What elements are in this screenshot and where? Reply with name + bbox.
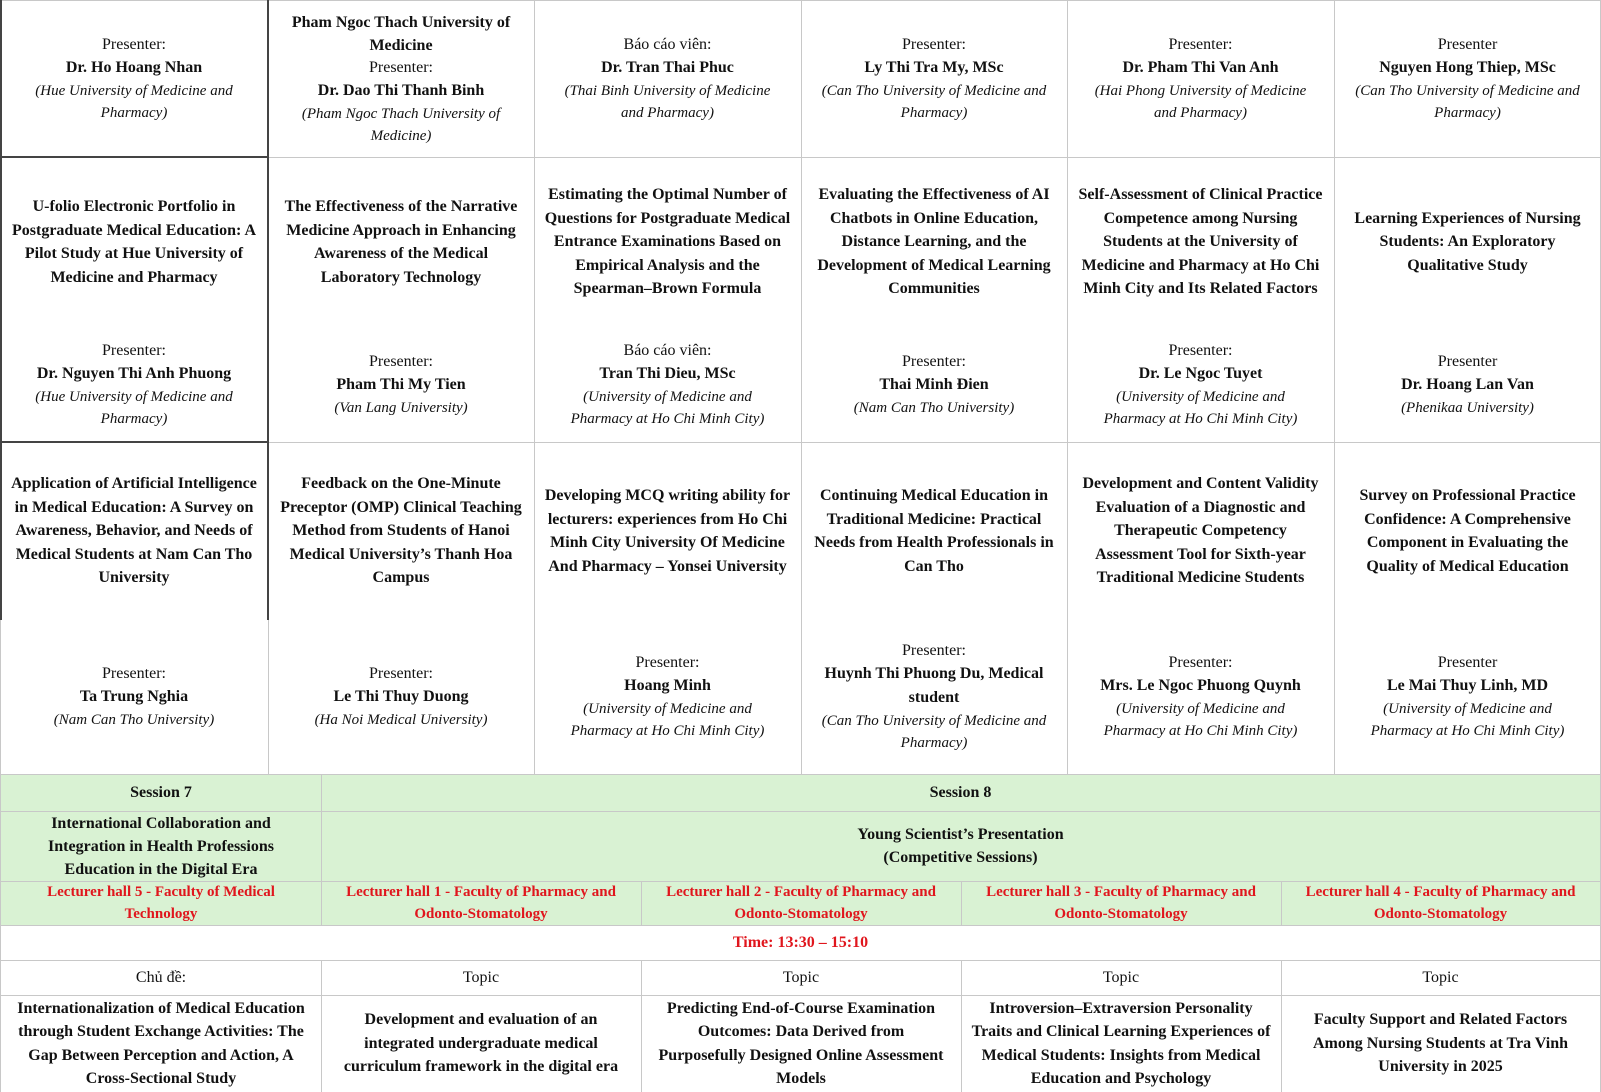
presenter-name: Huynh Thi Phuong Du, Medical student: [824, 665, 1044, 706]
presenter-cell: [534, 0, 801, 157]
presenter-cell: [1067, 0, 1334, 157]
presenter-name: Nguyen Hong Thiep, MSc: [1379, 58, 1556, 76]
hall-cell-4: [961, 881, 1281, 925]
grid-line: [1281, 960, 1282, 1092]
topic-label: Topic: [782, 968, 820, 986]
presenter-label: Báo cáo viên:: [623, 341, 712, 359]
presenter-name: Le Mai Thuy Linh, MD: [1386, 677, 1549, 694]
presenter-cell: [268, 620, 534, 774]
title-cell: [534, 157, 801, 327]
topic-title: Development and evaluation of an integrated undergraduate medical curriculum framework in the digital era: [343, 1011, 619, 1076]
presenter-cell: [0, 327, 268, 442]
presenter-affiliation: (Can Tho University of Medicine and Pharmacy): [1355, 82, 1580, 121]
title-cell: [801, 442, 1067, 620]
presentation-title: The Effectiveness of the Narrative Medicine Approach in Enhancing Awareness of the Medical Laboratory Technology: [284, 198, 518, 286]
presenter-cell: [534, 327, 801, 442]
presenter-cell: [801, 620, 1067, 774]
presenter-cell: [1334, 327, 1601, 442]
topic-label: Topic: [462, 968, 500, 986]
presenter-label: Presenter: [1437, 654, 1498, 671]
presenter-name: Thai Minh Đien: [879, 375, 989, 393]
lecture-hall-label: Lecturer hall 5 - Faculty of Medical Technology: [47, 884, 275, 922]
grid-line: [0, 774, 1, 1092]
presenter-affiliation: (Thai Binh University of Medicine and Pharmacy): [564, 82, 771, 121]
topic-label-cell-4: [961, 960, 1281, 995]
topic-label-cell-5: [1281, 960, 1600, 995]
presentation-title: Learning Experiences of Nursing Students: An Exploratory Qualitative Study: [1354, 209, 1581, 274]
topic-cell-4: [961, 995, 1281, 1092]
topic-title: Faculty Support and Related Factors Among Nursing Students at Tra Vinh University in 2025: [1312, 1011, 1569, 1076]
presentation-title: U-folio Electronic Portfolio in Postgraduate Medical Education: A Pilot Study at Hue University of Medicine and Pharmacy: [12, 198, 256, 286]
presenter-label: Presenter:: [902, 352, 966, 370]
presenter-affiliation: (Nam Can Tho University): [53, 712, 215, 728]
presenter-name: Hoang Minh: [624, 677, 711, 694]
grid-line: [534, 0, 535, 774]
session7-theme: International Collaboration and Integration in Health Professions Education in the Digital Era: [48, 814, 274, 878]
presenter-label: Presenter:: [369, 58, 433, 76]
presenter-affiliation: (Can Tho University of Medicine and Pharmacy): [821, 713, 1047, 751]
presentation-title: Developing MCQ writing ability for lecturers: experiences from Ho Chi Minh City University Of Medicine And Pharmacy – Yonsei University: [544, 487, 791, 575]
presenter-name: Dr. Nguyen Thi Anh Phuong: [36, 364, 232, 382]
session8-theme-cell: [321, 811, 1600, 881]
title-cell: [801, 157, 1067, 327]
presenter-cell: [0, 0, 268, 157]
border-line: [0, 0, 2, 620]
time-cell: [1, 925, 1600, 960]
presenter-cell: [1334, 620, 1601, 774]
topic-cell-1: [1, 995, 321, 1092]
presenter-affiliation: (University of Medicine and Pharmacy at Ho Chi Minh City): [570, 701, 765, 739]
presenter-label: Presenter:: [102, 665, 166, 682]
title-cell: [1067, 157, 1334, 327]
presenter-affiliation: (Phenikaa University): [1401, 399, 1534, 416]
session7-title: Session 7: [130, 783, 192, 801]
grid-line: [0, 811, 1601, 812]
grid-line: [0, 960, 1601, 961]
topic-cell-3: [641, 995, 961, 1092]
presenter-affiliation: (University of Medicine and Pharmacy at Ho Chi Minh City): [1103, 388, 1298, 427]
title-cell: [1334, 157, 1601, 327]
presenter-label: Presenter:: [102, 341, 166, 359]
presenter-affiliation: (University of Medicine and Pharmacy at Ho Chi Minh City): [1370, 701, 1565, 739]
institution-name: Pham Ngoc Thach University of Medicine: [291, 13, 511, 54]
session7-title-cell: [1, 774, 321, 811]
presenter-affiliation: (Hue University of Medicine and Pharmacy): [35, 82, 233, 121]
presenter-affiliation: (Van Lang University): [334, 399, 468, 416]
presenter-name: Mrs. Le Ngoc Phuong Quynh: [1100, 677, 1301, 694]
topic-label: Chủ đề:: [135, 968, 187, 986]
presenter-label: Presenter:: [1168, 654, 1233, 671]
lecture-hall-label: Lecturer hall 1 - Faculty of Pharmacy and Odonto-Stomatology: [346, 884, 616, 922]
session8-title-cell: [321, 774, 1600, 811]
grid-line: [321, 774, 322, 925]
border-line: [0, 156, 268, 158]
presenter-label: Presenter: [1437, 35, 1498, 53]
grid-line: [641, 960, 642, 1092]
title-cell: [1067, 442, 1334, 620]
presenter-name: Dr. Ho Hoang Nhan: [65, 58, 203, 76]
presenter-affiliation: (Hue University of Medicine and Pharmacy): [35, 388, 233, 427]
session8-title: Session 8: [929, 783, 992, 801]
presentation-title: Development and Content Validity Evaluation of a Diagnostic and Therapeutic Competency Assessment Tool for Sixth-year Traditional Medicine Students: [1082, 475, 1319, 587]
presenter-cell: [534, 620, 801, 774]
presenter-label: Presenter:: [902, 35, 966, 53]
topic-label-cell-3: [641, 960, 961, 995]
presenter-cell: [801, 0, 1067, 157]
presenter-affiliation: (Hai Phong University of Medicine and Pharmacy): [1094, 82, 1307, 121]
presenter-name: Ly Thi Tra My, MSc: [864, 58, 1004, 76]
topic-label: Topic: [1102, 968, 1140, 986]
lecture-hall-label: Lecturer hall 3 - Faculty of Pharmacy and Odonto-Stomatology: [986, 884, 1256, 922]
grid-line: [0, 995, 1601, 996]
presenter-cell: [0, 620, 268, 774]
presentation-title: Self-Assessment of Clinical Practice Competence among Nursing Students at the University of Medicine and Pharmacy at Ho Chi Minh City and Its Related Factors: [1078, 186, 1323, 298]
session8-theme-line2: (Competitive Sessions): [883, 849, 1038, 866]
topic-title: Predicting End-of-Course Examination Outcomes: Data Derived from Purposefully Designed Online Assessment Models: [658, 999, 944, 1087]
topic-label-cell-2: [321, 960, 641, 995]
presenter-cell: [268, 0, 534, 157]
lecture-hall-label: Lecturer hall 2 - Faculty of Pharmacy and Odonto-Stomatology: [666, 884, 936, 922]
presenter-name: Ta Trung Nghia: [79, 688, 189, 705]
grid-line: [321, 960, 322, 1092]
title-cell: [1334, 442, 1601, 620]
presenter-name: Dr. Pham Thi Van Anh: [1122, 58, 1279, 76]
presenter-label: Báo cáo viên:: [623, 35, 712, 53]
grid-line: [961, 960, 962, 1092]
topic-label: Topic: [1422, 968, 1459, 986]
presenter-name: Pham Thi My Tien: [336, 375, 466, 393]
topic-cell-5: [1281, 995, 1600, 1092]
presentation-title: Estimating the Optimal Number of Questions for Postgraduate Medical Entrance Examinations Based on Empirical Analysis and the Spearman–Brown Formula: [544, 186, 791, 298]
hall-cell-2: [321, 881, 641, 925]
hall-cell-1: [1, 881, 321, 925]
presenter-affiliation: (Nam Can Tho University): [853, 399, 1015, 416]
presenter-affiliation: (Can Tho University of Medicine and Pharmacy): [821, 82, 1047, 121]
presenter-name: Dr. Tran Thai Phuc: [601, 58, 734, 76]
presenter-cell: [1334, 0, 1601, 157]
topic-title: Introversion–Extraversion Personality Traits and Clinical Learning Experiences of Medical Students: Insights from Medical Education and Psychology: [971, 999, 1271, 1087]
lecture-hall-label: Lecturer hall 4 - Faculty of Pharmacy and Odonto-Stomatology: [1305, 884, 1576, 922]
presentation-title: Feedback on the One-Minute Preceptor (OMP) Clinical Teaching Method from Students of Hanoi Medical University’s Thanh Hoa Campus: [280, 475, 522, 587]
grid-line: [801, 0, 802, 774]
grid-line: [0, 774, 1601, 775]
presenter-label: Presenter:: [635, 654, 700, 671]
hall-cell-3: [641, 881, 961, 925]
presenter-name: Dr. Dao Thi Thanh Binh: [317, 81, 485, 99]
presenter-affiliation: (University of Medicine and Pharmacy at Ho Chi Minh City): [570, 388, 765, 427]
presenter-affiliation: (University of Medicine and Pharmacy at Ho Chi Minh City): [1103, 701, 1298, 739]
grid-line: [1334, 0, 1335, 774]
title-cell: [268, 157, 534, 327]
grid-line: [0, 881, 1601, 882]
presentation-title: Survey on Professional Practice Confidence: A Comprehensive Component in Evaluating the Quality of Medical Education: [1359, 487, 1576, 575]
presenter-name: Dr. Le Ngoc Tuyet: [1138, 364, 1263, 382]
presenter-affiliation: (Ha Noi Medical University): [314, 712, 488, 728]
session-time: Time: 13:30 – 15:10: [732, 933, 869, 951]
title-cell: [268, 442, 534, 620]
border-line: [267, 0, 269, 620]
presenter-label: Presenter: [1437, 352, 1498, 370]
title-cell: [534, 442, 801, 620]
grid-line: [1067, 0, 1068, 774]
presenter-cell: [1067, 327, 1334, 442]
grid-line: [0, 925, 1601, 926]
presenter-label: Presenter:: [369, 352, 433, 370]
presenter-label: Presenter:: [1168, 341, 1233, 359]
presenter-label: Presenter:: [1168, 35, 1233, 53]
grid-line: [641, 881, 642, 925]
border-line: [0, 441, 268, 443]
hall-cell-5: [1281, 881, 1600, 925]
presenter-cell: [801, 327, 1067, 442]
presenter-name: Le Thi Thuy Duong: [333, 688, 469, 705]
presenter-label: Presenter:: [369, 665, 433, 682]
session7-theme-cell: [1, 811, 321, 881]
grid-line: [1281, 881, 1282, 925]
presentation-title: Application of Artificial Intelligence in Medical Education: A Survey on Awareness, Behavior, and Needs of Medical Students at Nam Can Tho University: [11, 475, 257, 587]
topic-label-cell-1: [1, 960, 321, 995]
session8-theme-line1: Young Scientist’s Presentation: [857, 826, 1064, 843]
title-cell: [0, 157, 268, 327]
presenter-cell: [1067, 620, 1334, 774]
topic-cell-2: [321, 995, 641, 1092]
presentation-title: Continuing Medical Education in Traditional Medicine: Practical Needs from Health Professionals in Can Tho: [814, 487, 1054, 575]
presenter-affiliation: (Pham Ngoc Thach University of Medicine): [301, 105, 501, 144]
grid-line: [961, 881, 962, 925]
presentation-title: Evaluating the Effectiveness of AI Chatbots in Online Education, Distance Learning, and the Development of Medical Learning Communities: [817, 186, 1051, 298]
presenter-cell: [268, 327, 534, 442]
presenter-label: Presenter:: [102, 35, 166, 53]
presenter-name: Dr. Hoang Lan Van: [1401, 375, 1534, 393]
presenter-label: Presenter:: [902, 642, 966, 659]
presenter-name: Tran Thi Dieu, MSc: [599, 364, 736, 382]
topic-title: Internationalization of Medical Education through Student Exchange Activities: The Gap Between Perception and Action, A Cross-Sectional Study: [17, 999, 305, 1087]
title-cell: [0, 442, 268, 620]
